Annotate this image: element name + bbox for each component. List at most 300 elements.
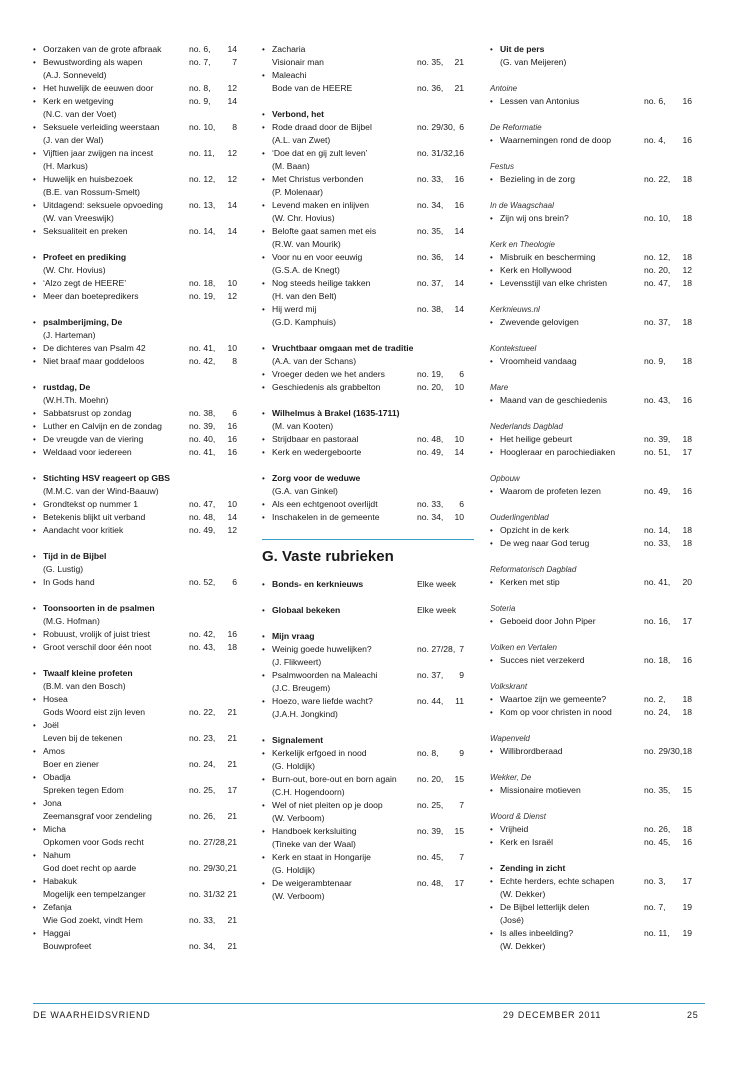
spacer	[262, 394, 474, 407]
entry-title: Mogelijk een tempelzanger	[43, 889, 146, 899]
index-entry	[33, 797, 245, 810]
entry-title: Waarom de profeten lezen	[500, 486, 601, 496]
entry-title: Habakuk	[43, 876, 77, 886]
bullet-icon: •	[33, 695, 36, 704]
entry-title: Hosea	[43, 694, 68, 704]
entry-title: Boer en ziener	[43, 759, 99, 769]
issue-number: no. 36,	[417, 83, 444, 93]
entry-title: Uit de pers	[500, 44, 545, 54]
spacer	[490, 667, 702, 680]
issue-number: no. 20,	[417, 774, 444, 784]
issue-number: no. 42,	[189, 356, 216, 366]
source-name	[490, 511, 702, 524]
index-entry	[490, 823, 702, 836]
entry-title: Kontekstueel	[490, 344, 537, 353]
page-number: 16	[682, 486, 692, 496]
index-entry	[33, 355, 245, 368]
bullet-icon: •	[490, 435, 493, 444]
bullet-icon: •	[490, 695, 493, 704]
entry-title: (B.M. van den Bosch)	[43, 681, 126, 691]
entry-title: Is alles inbeelding?	[500, 928, 574, 938]
issue-number: no. 39,	[644, 434, 671, 444]
footer-date: 29 DECEMBER 2011	[503, 1010, 602, 1020]
page-number: 18	[682, 538, 692, 548]
issue-number: no. 39,	[417, 826, 444, 836]
issue-number: no. 3,	[644, 876, 666, 886]
index-entry	[262, 186, 474, 199]
index-entry	[490, 394, 702, 407]
index-entry	[33, 563, 245, 576]
bullet-icon: •	[262, 801, 265, 810]
entry-title: Rode draad door de Bijbel	[272, 122, 372, 132]
index-entry	[33, 160, 245, 173]
entry-title: (W. Chr. Hovius)	[43, 265, 106, 275]
index-entry	[262, 420, 474, 433]
spacer	[33, 368, 245, 381]
index-entry	[33, 446, 245, 459]
index-entry	[33, 641, 245, 654]
entry-title: Kerken met stip	[500, 577, 560, 587]
index-entry	[262, 121, 474, 134]
bullet-icon: •	[490, 656, 493, 665]
index-entry	[33, 225, 245, 238]
entry-title: rustdag, De	[43, 382, 91, 392]
spacer	[33, 459, 245, 472]
spacer	[262, 329, 474, 342]
index-entry	[490, 134, 702, 147]
page-number: 14	[454, 226, 464, 236]
page-number: 10	[454, 382, 464, 392]
entry-title: Obadja	[43, 772, 71, 782]
page-number: 20	[682, 577, 692, 587]
page-number: 16	[227, 447, 237, 457]
issue-number: no. 51,	[644, 447, 671, 457]
index-heading	[262, 407, 474, 420]
issue-number: no. 38,	[417, 304, 444, 314]
entry-title: Kerk en Theologie	[490, 240, 555, 249]
page-number: 6	[232, 408, 237, 418]
index-entry	[262, 695, 474, 708]
issue-number: no. 47,	[189, 499, 216, 509]
issue-number: no. 8,	[189, 83, 211, 93]
entry-title: Mijn vraag	[272, 631, 315, 641]
index-entry	[262, 290, 474, 303]
issue-number: no. 33,	[189, 915, 216, 925]
page-number: 12	[227, 148, 237, 158]
bullet-icon: •	[490, 539, 493, 548]
entry-title: Aandacht voor kritiek	[43, 525, 124, 535]
bullet-icon: •	[490, 578, 493, 587]
index-column-2	[262, 43, 474, 903]
spacer	[490, 550, 702, 563]
entry-title: Zacharia	[272, 44, 306, 54]
index-heading	[33, 602, 245, 615]
bullet-icon: •	[262, 45, 265, 54]
index-entry	[33, 147, 245, 160]
index-entry	[262, 355, 474, 368]
spacer	[490, 849, 702, 862]
bullet-icon: •	[33, 773, 36, 782]
index-entry	[262, 877, 474, 890]
index-heading	[33, 667, 245, 680]
bullet-icon: •	[490, 617, 493, 626]
page-number: 18	[682, 317, 692, 327]
entry-title: De vreugde van de viering	[43, 434, 144, 444]
issue-number: no. 6,	[644, 96, 666, 106]
index-entry	[262, 82, 474, 95]
index-entry	[262, 656, 474, 669]
index-heading	[262, 578, 474, 591]
entry-title: (R.W. van Mourik)	[272, 239, 341, 249]
index-entry	[490, 576, 702, 589]
index-entry	[490, 433, 702, 446]
entry-title: Robuust, vrolijk of juist triest	[43, 629, 150, 639]
footer-page-number: 25	[687, 1010, 699, 1020]
bullet-icon: •	[490, 266, 493, 275]
index-entry	[33, 888, 245, 901]
bullet-icon: •	[33, 175, 36, 184]
entry-title: Burn-out, bore-out en born again	[272, 774, 397, 784]
bullet-icon: •	[33, 578, 36, 587]
bullet-icon: •	[262, 370, 265, 379]
entry-title: (W. van Vreeswijk)	[43, 213, 114, 223]
index-entry	[262, 199, 474, 212]
index-entry	[262, 381, 474, 394]
index-entry	[33, 277, 245, 290]
issue-number: no. 34,	[417, 512, 444, 522]
page-number: 7	[232, 57, 237, 67]
entry-title: Reformatorisch Dagblad	[490, 565, 577, 574]
bullet-icon: •	[33, 799, 36, 808]
page-number: 16	[682, 837, 692, 847]
index-entry	[262, 812, 474, 825]
entry-title: De weigerambtenaar	[272, 878, 352, 888]
spacer	[262, 459, 474, 472]
entry-title: (G. Holdijk)	[272, 761, 315, 771]
issue-number: no. 11,	[644, 928, 670, 938]
issue-number: no. 41,	[189, 447, 216, 457]
index-heading	[262, 604, 474, 617]
index-entry	[262, 498, 474, 511]
issue-number: no. 34,	[189, 941, 216, 951]
index-entry	[33, 940, 245, 953]
entry-title: Succes niet verzekerd	[500, 655, 585, 665]
entry-title: (W.H.Th. Moehn)	[43, 395, 109, 405]
bullet-icon: •	[33, 630, 36, 639]
index-entry	[490, 940, 702, 953]
issue-number: no. 18,	[189, 278, 216, 288]
bullet-icon: •	[490, 318, 493, 327]
page-number: 18	[682, 278, 692, 288]
entry-title: (M.G. Hofman)	[43, 616, 100, 626]
index-entry	[33, 927, 245, 940]
index-entry	[33, 615, 245, 628]
bullet-icon: •	[262, 580, 265, 589]
entry-title: Zorg voor de weduwe	[272, 473, 361, 483]
index-heading	[262, 734, 474, 747]
bullet-icon: •	[33, 201, 36, 210]
bullet-icon: •	[490, 747, 493, 756]
entry-title: Bode van de HEERE	[272, 83, 353, 93]
bullet-icon: •	[490, 825, 493, 834]
index-entry	[33, 407, 245, 420]
bullet-icon: •	[33, 149, 36, 158]
spacer	[490, 108, 702, 121]
issue-number: no. 45,	[644, 837, 671, 847]
spacer	[490, 290, 702, 303]
index-entry	[262, 147, 474, 160]
bullet-icon: •	[490, 864, 493, 873]
source-name	[490, 121, 702, 134]
index-heading	[490, 43, 702, 56]
entry-title: Misbruik en bescherming	[500, 252, 596, 262]
bullet-icon: •	[33, 435, 36, 444]
entry-title: Kerknieuws.nl	[490, 305, 540, 314]
bullet-icon: •	[262, 253, 265, 262]
bullet-icon: •	[262, 671, 265, 680]
entry-title: Wapenveld	[490, 734, 530, 743]
entry-title: ‘Alzo zegt de HEERE’	[43, 278, 127, 288]
issue-number: no. 43,	[189, 642, 216, 652]
issue-number: Elke week	[417, 605, 457, 615]
source-name	[490, 160, 702, 173]
spacer	[490, 368, 702, 381]
index-entry	[262, 277, 474, 290]
issue-number: no. 31/32,	[417, 148, 456, 158]
entry-title: (C.H. Hogendoorn)	[272, 787, 345, 797]
bullet-icon: •	[490, 903, 493, 912]
index-entry	[490, 914, 702, 927]
issue-number: no. 12,	[189, 174, 216, 184]
index-entry	[490, 212, 702, 225]
entry-title: Kerk en wetgeving	[43, 96, 114, 106]
bullet-icon: •	[33, 474, 36, 483]
entry-title: Als een echtgenoot overlijdt	[272, 499, 378, 509]
entry-title: Betekenis blijkt uit verband	[43, 512, 146, 522]
source-name	[490, 810, 702, 823]
entry-title: Maleachi	[272, 70, 307, 80]
index-entry	[490, 784, 702, 797]
spacer	[33, 537, 245, 550]
page-number: 21	[227, 707, 237, 717]
index-entry	[33, 849, 245, 862]
issue-number: no. 23,	[189, 733, 216, 743]
page-number: 18	[682, 356, 692, 366]
entry-title: Sabbatsrust op zondag	[43, 408, 132, 418]
index-entry	[33, 719, 245, 732]
entry-title: Waarnemingen rond de doop	[500, 135, 611, 145]
entry-title: Micha	[43, 824, 66, 834]
bullet-icon: •	[490, 253, 493, 262]
entry-title: (J.A.H. Jongkind)	[272, 709, 338, 719]
issue-number: no. 45,	[417, 852, 444, 862]
bullet-icon: •	[490, 838, 493, 847]
entry-title: (W. Chr. Hovius)	[272, 213, 335, 223]
index-entry	[490, 446, 702, 459]
entry-title: Nederlands Dagblad	[490, 422, 563, 431]
bullet-icon: •	[262, 71, 265, 80]
entry-title: Kerk en Hollywood	[500, 265, 572, 275]
entry-title: Hoezo, ware liefde wacht?	[272, 696, 373, 706]
entry-title: Hij werd mij	[272, 304, 317, 314]
entry-title: (J.C. Breugem)	[272, 683, 331, 693]
page-number: 14	[454, 252, 464, 262]
bullet-icon: •	[262, 123, 265, 132]
index-entry	[33, 576, 245, 589]
page-number: 8	[232, 122, 237, 132]
index-entry	[33, 134, 245, 147]
bullet-icon: •	[262, 500, 265, 509]
spacer	[490, 459, 702, 472]
index-entry	[490, 875, 702, 888]
bullet-icon: •	[262, 697, 265, 706]
entry-title: (G.D. Kamphuis)	[272, 317, 336, 327]
entry-title: (M. Baan)	[272, 161, 310, 171]
spacer	[490, 719, 702, 732]
index-entry	[33, 212, 245, 225]
entry-title: Inschakelen in de gemeente	[272, 512, 380, 522]
entry-title: Nahum	[43, 850, 71, 860]
page-number: 21	[454, 83, 464, 93]
index-entry	[33, 95, 245, 108]
issue-number: no. 2,	[644, 694, 666, 704]
entry-title: (A.L. van Zwet)	[272, 135, 331, 145]
issue-number: no. 37,	[417, 670, 444, 680]
bullet-icon: •	[262, 279, 265, 288]
entry-title: (G.S.A. de Knegt)	[272, 265, 340, 275]
issue-number: no. 52,	[189, 577, 216, 587]
source-name	[490, 472, 702, 485]
entry-title: (A.J. Sonneveld)	[43, 70, 107, 80]
bullet-icon: •	[33, 409, 36, 418]
bullet-icon: •	[33, 604, 36, 613]
issue-number: Elke week	[417, 579, 457, 589]
entry-title: Handboek kerksluiting	[272, 826, 357, 836]
entry-title: Weinig goede huwelijken?	[272, 644, 372, 654]
issue-number: no. 27/28,	[417, 644, 456, 654]
spacer	[490, 329, 702, 342]
entry-title: Wilhelmus à Brakel (1635-1711)	[272, 408, 400, 418]
issue-number: no. 7,	[644, 902, 666, 912]
entry-title: Psalmwoorden na Maleachi	[272, 670, 378, 680]
index-entry	[33, 784, 245, 797]
bullet-icon: •	[490, 487, 493, 496]
bullet-icon: •	[490, 136, 493, 145]
bullet-icon: •	[33, 526, 36, 535]
page-number: 17	[682, 876, 692, 886]
index-entry	[262, 43, 474, 56]
issue-number: no. 33,	[644, 538, 671, 548]
index-entry	[33, 732, 245, 745]
index-entry	[262, 669, 474, 682]
entry-title: Festus	[490, 162, 515, 171]
entry-title: Missionaire motieven	[500, 785, 581, 795]
index-entry	[33, 433, 245, 446]
index-entry	[33, 485, 245, 498]
bullet-icon: •	[33, 448, 36, 457]
entry-title: Strijdbaar en pastoraal	[272, 434, 359, 444]
entry-title: Verbond, het	[272, 109, 325, 119]
source-name	[490, 732, 702, 745]
bullet-icon: •	[33, 292, 36, 301]
issue-number: no. 41,	[189, 343, 216, 353]
bullet-icon: •	[33, 344, 36, 353]
bullet-icon: •	[33, 500, 36, 509]
entry-title: Zijn wij ons brein?	[500, 213, 569, 223]
issue-number: no. 19,	[189, 291, 216, 301]
index-entry	[490, 693, 702, 706]
index-entry	[262, 773, 474, 786]
index-entry	[33, 810, 245, 823]
bullet-icon: •	[490, 526, 493, 535]
page-number: 14	[454, 304, 464, 314]
page-number: 17	[682, 616, 692, 626]
entry-title: (J. Harteman)	[43, 330, 96, 340]
index-entry	[262, 160, 474, 173]
bullet-icon: •	[262, 513, 265, 522]
issue-number: no. 48,	[189, 512, 216, 522]
bullet-icon: •	[262, 606, 265, 615]
index-entry	[262, 316, 474, 329]
issue-number: no. 37,	[417, 278, 444, 288]
entry-title: Soteria	[490, 604, 516, 613]
bullet-icon: •	[33, 357, 36, 366]
index-entry	[490, 615, 702, 628]
entry-title: (G. Holdijk)	[272, 865, 315, 875]
issue-number: no. 18,	[644, 655, 671, 665]
issue-number: no. 20,	[417, 382, 444, 392]
issue-number: no. 48,	[417, 434, 444, 444]
entry-title: Waartoe zijn we gemeente?	[500, 694, 607, 704]
bullet-icon: •	[33, 45, 36, 54]
entry-title: psalmberijming, De	[43, 317, 123, 327]
issue-number: no. 43,	[644, 395, 671, 405]
spacer	[490, 589, 702, 602]
source-name	[490, 381, 702, 394]
issue-number: no. 4,	[644, 135, 666, 145]
page-number: 14	[454, 447, 464, 457]
entry-title: ‘Doe dat en gij zult leven’	[272, 148, 368, 158]
index-entry	[33, 758, 245, 771]
index-entry	[33, 264, 245, 277]
entry-title: Woord & Dienst	[490, 812, 547, 821]
page-number: 9	[459, 748, 464, 758]
index-heading	[262, 342, 474, 355]
entry-title: (W. Verboom)	[272, 813, 325, 823]
issue-number: no. 9,	[189, 96, 211, 106]
entry-title: Vrijheid	[500, 824, 529, 834]
index-entry	[490, 56, 702, 69]
index-entry	[33, 693, 245, 706]
index-entry	[262, 446, 474, 459]
index-entry	[490, 95, 702, 108]
issue-number: no. 29/30,	[644, 746, 683, 756]
entry-title: Wie God zoekt, vindt Hem	[43, 915, 143, 925]
spacer	[33, 303, 245, 316]
spacer	[262, 617, 474, 630]
bullet-icon: •	[262, 149, 265, 158]
bullet-icon: •	[33, 877, 36, 886]
index-entry	[490, 316, 702, 329]
issue-number: no. 22,	[189, 707, 216, 717]
issue-number: no. 26,	[189, 811, 216, 821]
bullet-icon: •	[490, 786, 493, 795]
entry-title: Twaalf kleine profeten	[43, 668, 133, 678]
section-title: G. Vaste rubrieken	[262, 548, 394, 565]
index-entry	[490, 485, 702, 498]
page-number: 16	[454, 200, 464, 210]
issue-number: no. 10,	[189, 122, 216, 132]
